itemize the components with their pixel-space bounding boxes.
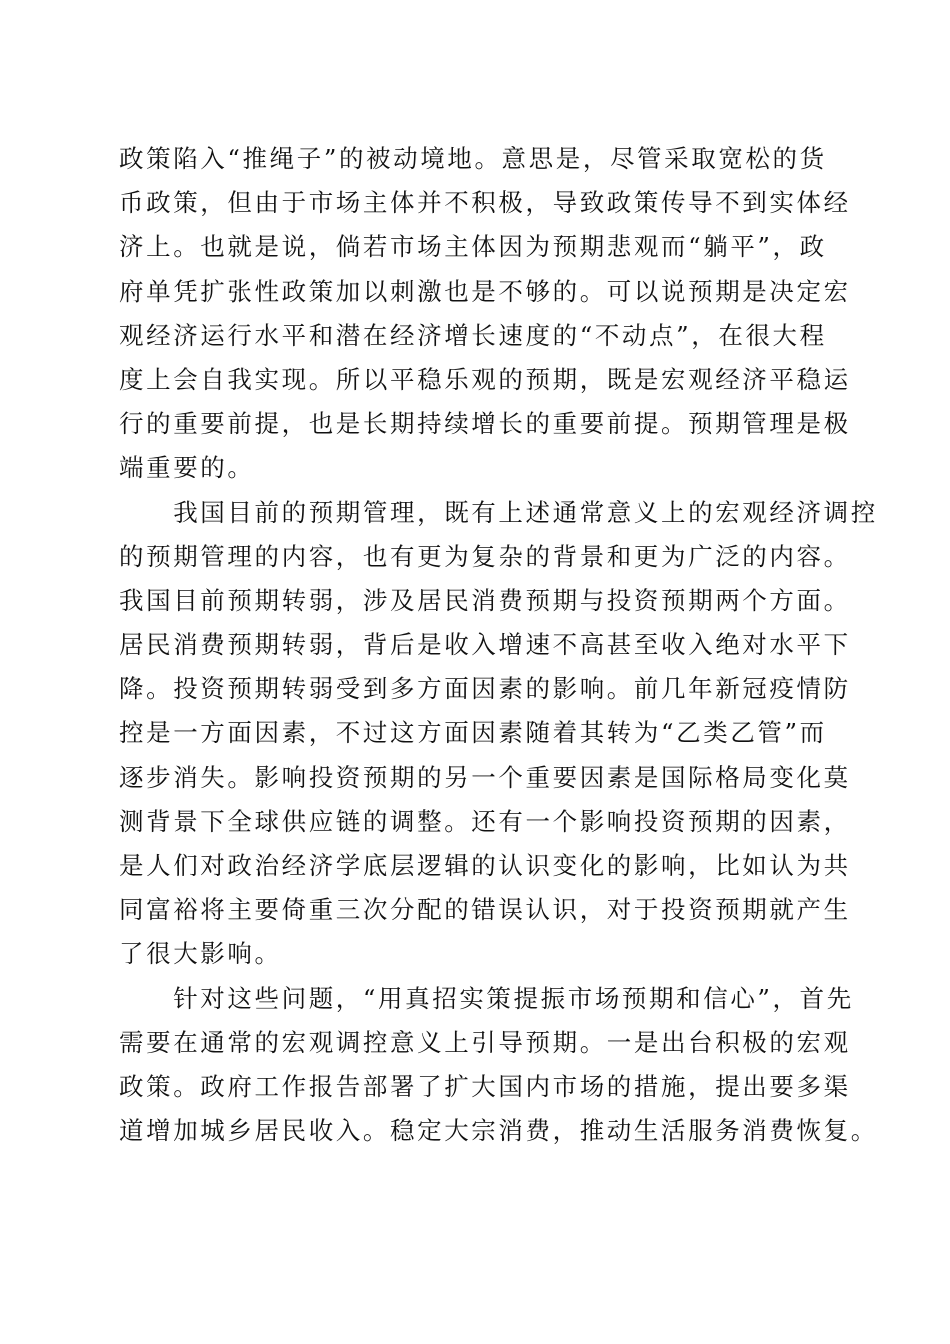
paragraph-3: [119, 977, 878, 1154]
body-text: [119, 137, 878, 1153]
text-line: 居民消费预期转弱，背后是收入增速不高甚至收入绝对水平下: [119, 630, 851, 660]
text-line: 币政策，但由于市场主体并不积极，导致政策传导不到实体经: [119, 188, 851, 218]
text-line: 的预期管理的内容，也有更为复杂的背景和更为广泛的内容。: [119, 541, 851, 571]
text-line: 府单凭扩张性政策加以刺激也是不够的。可以说预期是决定宏: [119, 276, 851, 306]
text-line: 需要在通常的宏观调控意义上引导预期。一是出台积极的宏观: [119, 1027, 851, 1057]
text-line: 针对这些问题，“用真招实策提振市场预期和信心”，首先: [119, 983, 854, 1013]
text-line: 我国目前的预期管理，既有上述通常意义上的宏观经济调控: [119, 497, 878, 527]
paragraph-2: [119, 491, 878, 977]
text-line: 行的重要前提，也是长期持续增长的重要前提。预期管理是极: [119, 409, 851, 439]
text-line: 逐步消失。影响投资预期的另一个重要因素是国际格局变化莫: [119, 762, 851, 792]
text-line: 道增加城乡居民收入。稳定大宗消费，推动生活服务消费恢复。: [119, 1116, 878, 1146]
text-line: 控是一方面因素，不过这方面因素随着其转为“乙类乙管”而: [119, 718, 827, 748]
text-line: 济上。也就是说，倘若市场主体因为预期悲观而“躺平”，政: [119, 232, 827, 262]
text-line: 政策陷入“推绳子”的被动境地。意思是，尽管采取宽松的货: [119, 144, 827, 173]
text-line: 是人们对政治经济学底层逻辑的认识变化的影响，比如认为共: [119, 851, 851, 880]
text-line: 降。投资预期转弱受到多方面因素的影响。前几年新冠疫情防: [119, 674, 851, 704]
text-line: 端重要的。: [119, 453, 255, 483]
paragraph-1: [119, 137, 851, 491]
text-line: 测背景下全球供应链的调整。还有一个影响投资预期的因素，: [119, 806, 851, 836]
text-line: 我国目前预期转弱，涉及居民消费预期与投资预期两个方面。: [119, 585, 851, 615]
text-line: 政策。政府工作报告部署了扩大国内市场的措施，提出要多渠: [119, 1071, 851, 1101]
text-line: 了很大影响。: [119, 939, 282, 969]
text-line: 同富裕将主要倚重三次分配的错误认识，对于投资预期就产生: [119, 895, 851, 925]
text-line: 度上会自我实现。所以平稳乐观的预期，既是宏观经济平稳运: [119, 364, 851, 394]
text-line: 观经济运行水平和潜在经济增长速度的“不动点”，在很大程: [119, 320, 827, 350]
